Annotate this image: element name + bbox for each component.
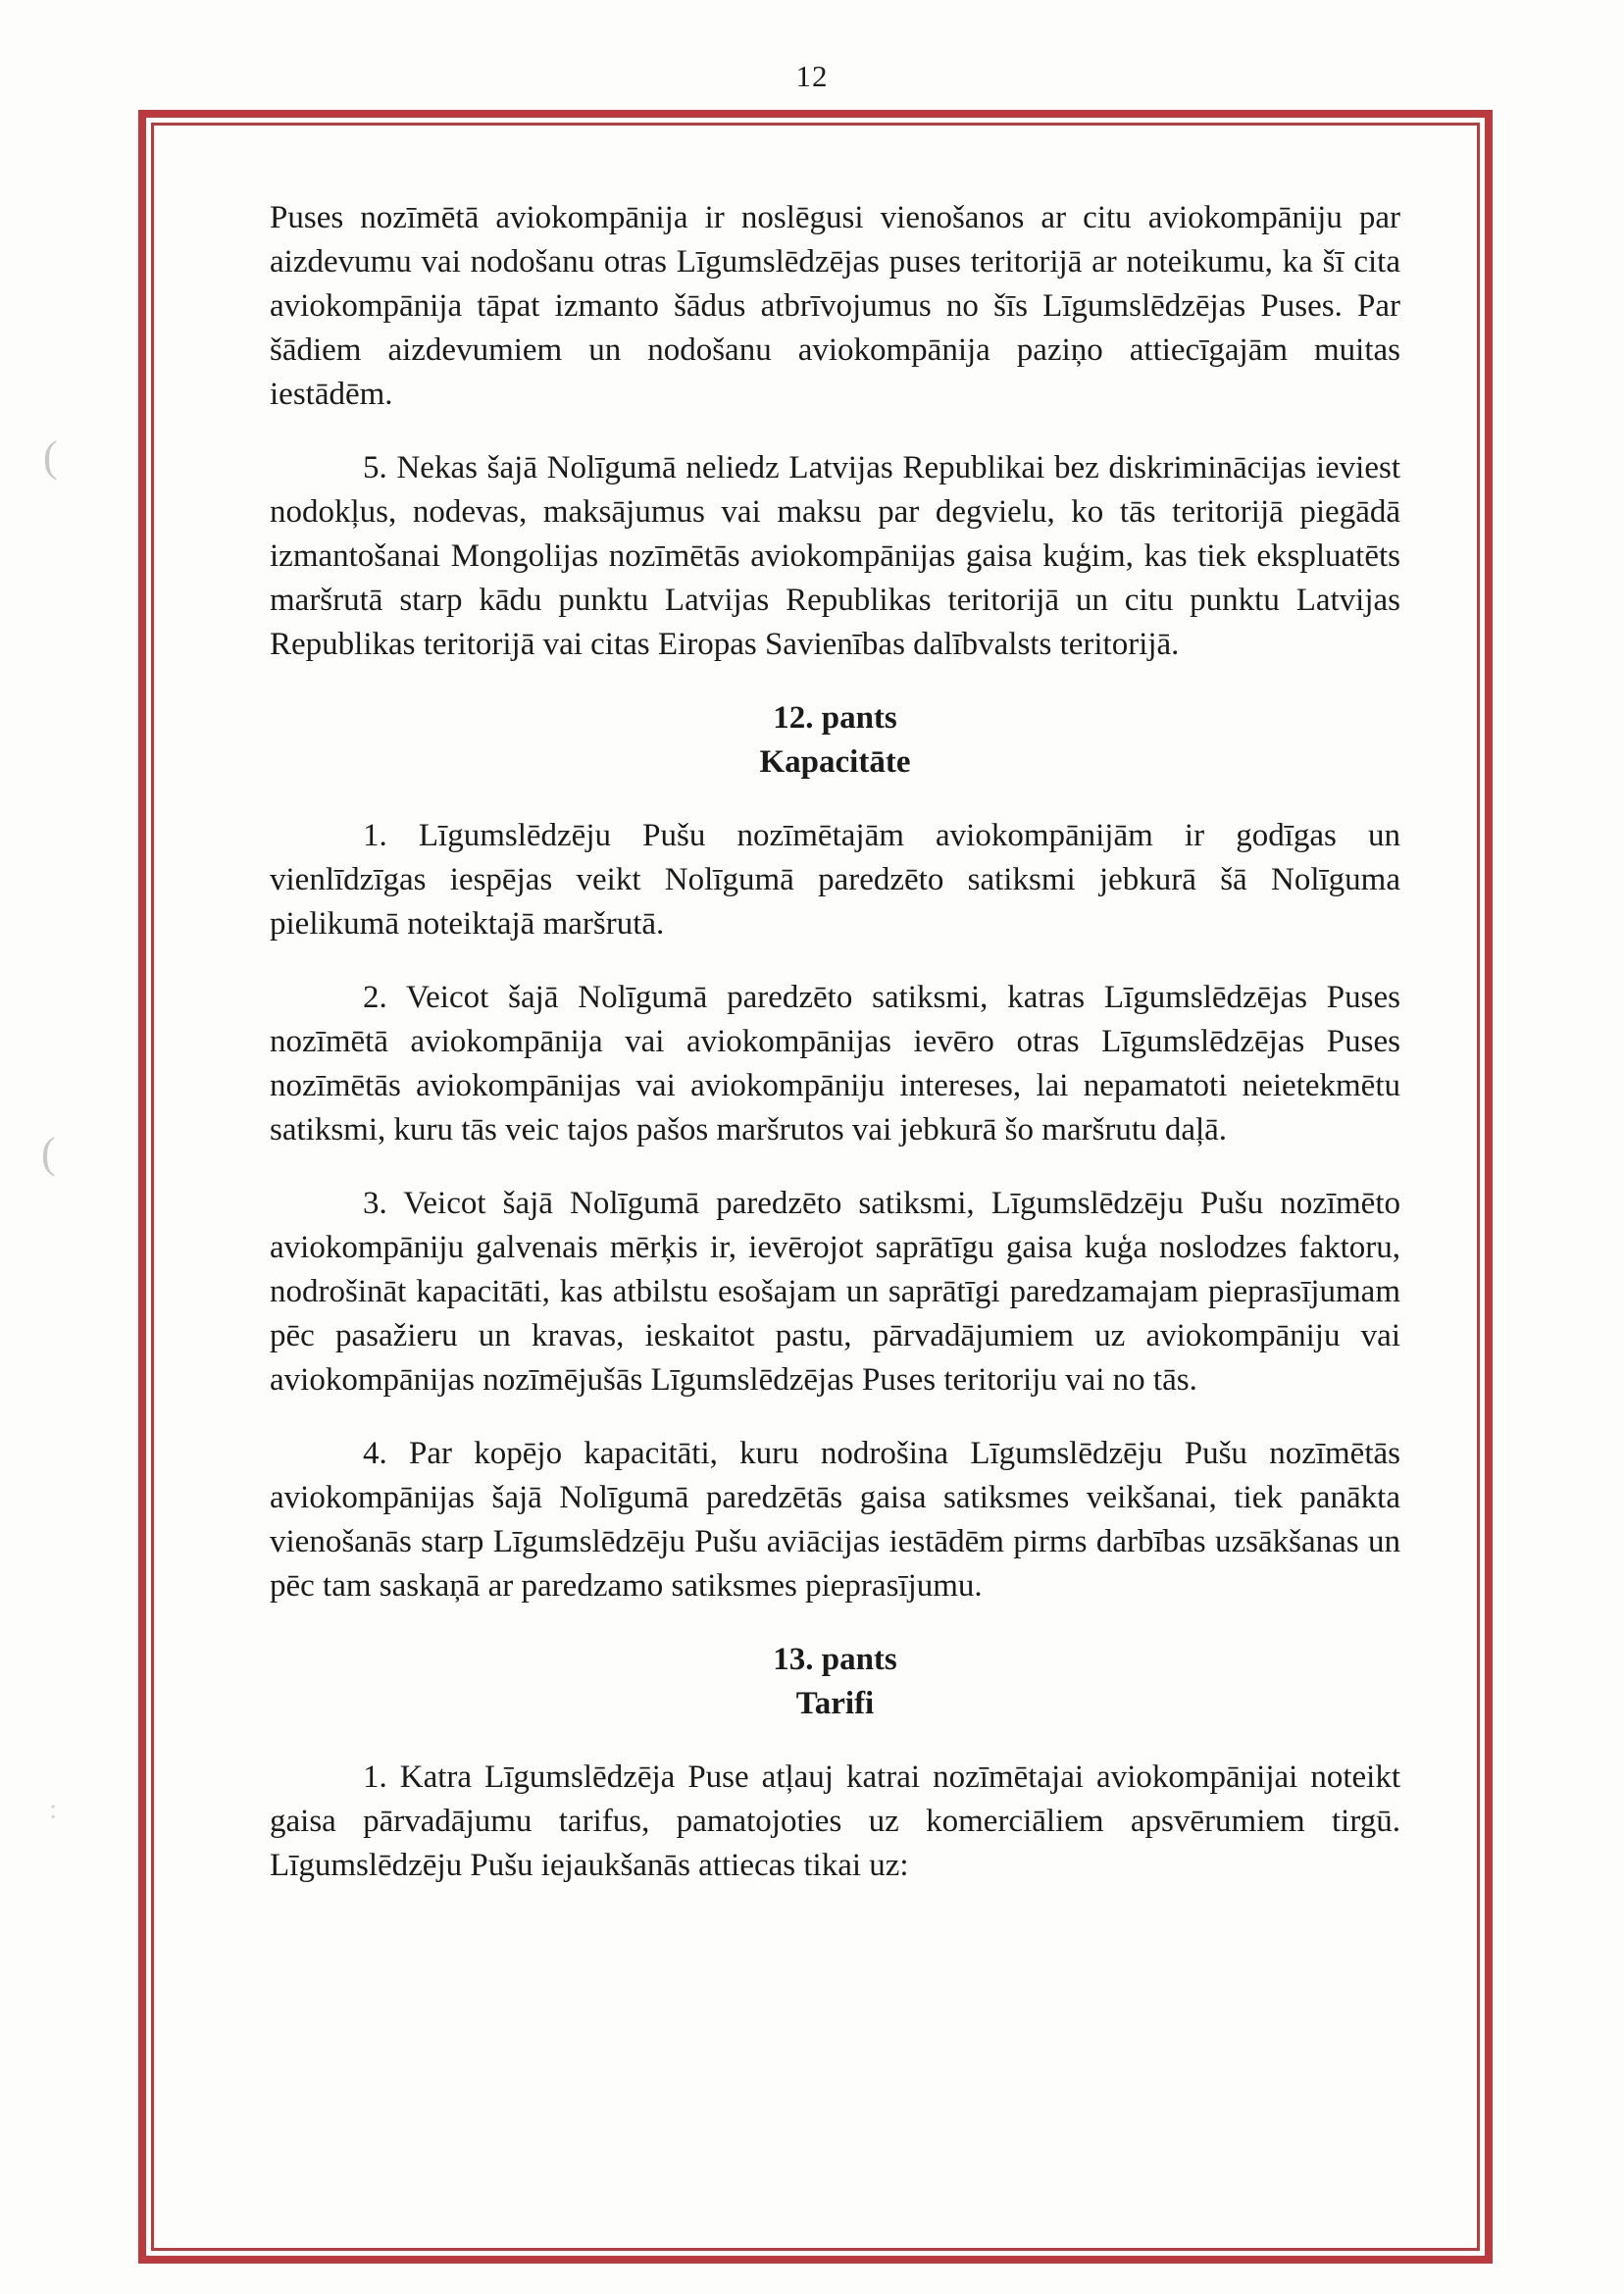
article-12-paragraph-4: 4. Par kopējo kapacitāti, kuru nodrošina Līgumslēdzēju Pušu nozīmētās aviokompānijas šajā Nolīgumā paredzētās gaisa satiksmes veikšanai, tiek panākta vienošanās starp Līgumslēdzēju Pušu aviācijas iestādēm pirms darbības uzsākšanas un pēc tam saskaņā ar paredzamo satiksmes pieprasījumu. [270, 1436, 1400, 1604]
article-13-paragraph-1: 1. Katra Līgumslēdzēja Puse atļauj katrai nozīmētajai aviokompānijai noteikt gaisa pārvadājumu tarifus, pamatojoties uz komerciāliem apsvērumiem tirgū. Līgumslēdzēju Pušu iejaukšanās attiecas tikai uz: [270, 1759, 1400, 1883]
page-border-inner [151, 123, 1480, 2251]
scan-artifact: : [49, 1793, 58, 1825]
article-13-title: Tarifi [795, 1686, 875, 1721]
article-12-paragraph-2: 2. Veicot šajā Nolīgumā paredzēto satiksmi, katras Līgumslēdzējas Puses nozīmētā aviokompānija vai aviokompānijas ievēro otras Līgumslēdzējas Puses nozīmētās aviokompānijas vai aviokompāniju intereses, lai nepamatoti neietekmētu satiksmi, kuru tās veic tajos pašos maršrutos vai jebkurā šo maršrutu daļā. [270, 980, 1400, 1147]
paragraph-5: 5. Nekas šajā Nolīgumā neliedz Latvijas Republikai bez diskriminācijas ieviest nodokļus, nodevas, maksājumus vai maksu par degvielu, ko tās teritorijā piegādā izmantošanai Mongolijas nozīmētās aviokompānijas gaisa kuģim, kas tiek ekspluatēts maršrutā starp kādu punktu Latvijas Republikas teritorijā un citu punktu Latvijas Republikas teritorijā vai citas Eiropas Savienības dalībvalsts teritorijā. [270, 450, 1400, 662]
page-number: 12 [795, 59, 829, 93]
article-13-heading [270, 1638, 1400, 1726]
scan-artifact: ( [41, 1129, 56, 1177]
article-12-paragraph-3: 3. Veicot šajā Nolīgumā paredzēto satiksmi, Līgumslēdzēju Pušu nozīmēto aviokompāniju galvenais mērķis ir, ievērojot saprātīgu gaisa kuģa noslodzes faktoru, nodrošināt kapacitāti, kas atbilstu esošajam un saprātīgi paredzamajam pieprasījumam pēc pasažieru un kravas, ieskaitot pastu, pārvadājumiem uz aviokompāniju vai aviokompānijas nozīmējušās Līgumslēdzējas Puses teritoriju vai no tās. [270, 1186, 1400, 1398]
article-12-number: 12. pants [773, 700, 897, 736]
article-12-title: Kapacitāte [759, 744, 911, 780]
continuation-paragraph: Puses nozīmētā aviokompānija ir noslēgusi vienošanos ar citu aviokompāniju par aizdevumu vai nodošanu otras Līgumslēdzējas puses teritorijā ar noteikumu, ka šī cita aviokompānija tāpat izmanto šādus atbrīvojumus no šīs Līgumslēdzējas Puses. Par šādiem aizdevumiem un nodošanu aviokompānija paziņo attiecīgajām muitas iestādēm. [270, 200, 1400, 412]
scan-artifact: ( [43, 433, 58, 481]
page-border-frame [138, 110, 1493, 2264]
article-12-paragraph-1: 1. Līgumslēdzēju Pušu nozīmētajām aviokompānijām ir godīgas un vienlīdzīgas iespējas veikt Nolīgumā paredzēto satiksmi jebkurā šā Nolīguma pielikumā noteiktajā maršrutā. [270, 818, 1400, 942]
article-12-heading [270, 696, 1400, 785]
article-13-number: 13. pants [773, 1642, 897, 1677]
